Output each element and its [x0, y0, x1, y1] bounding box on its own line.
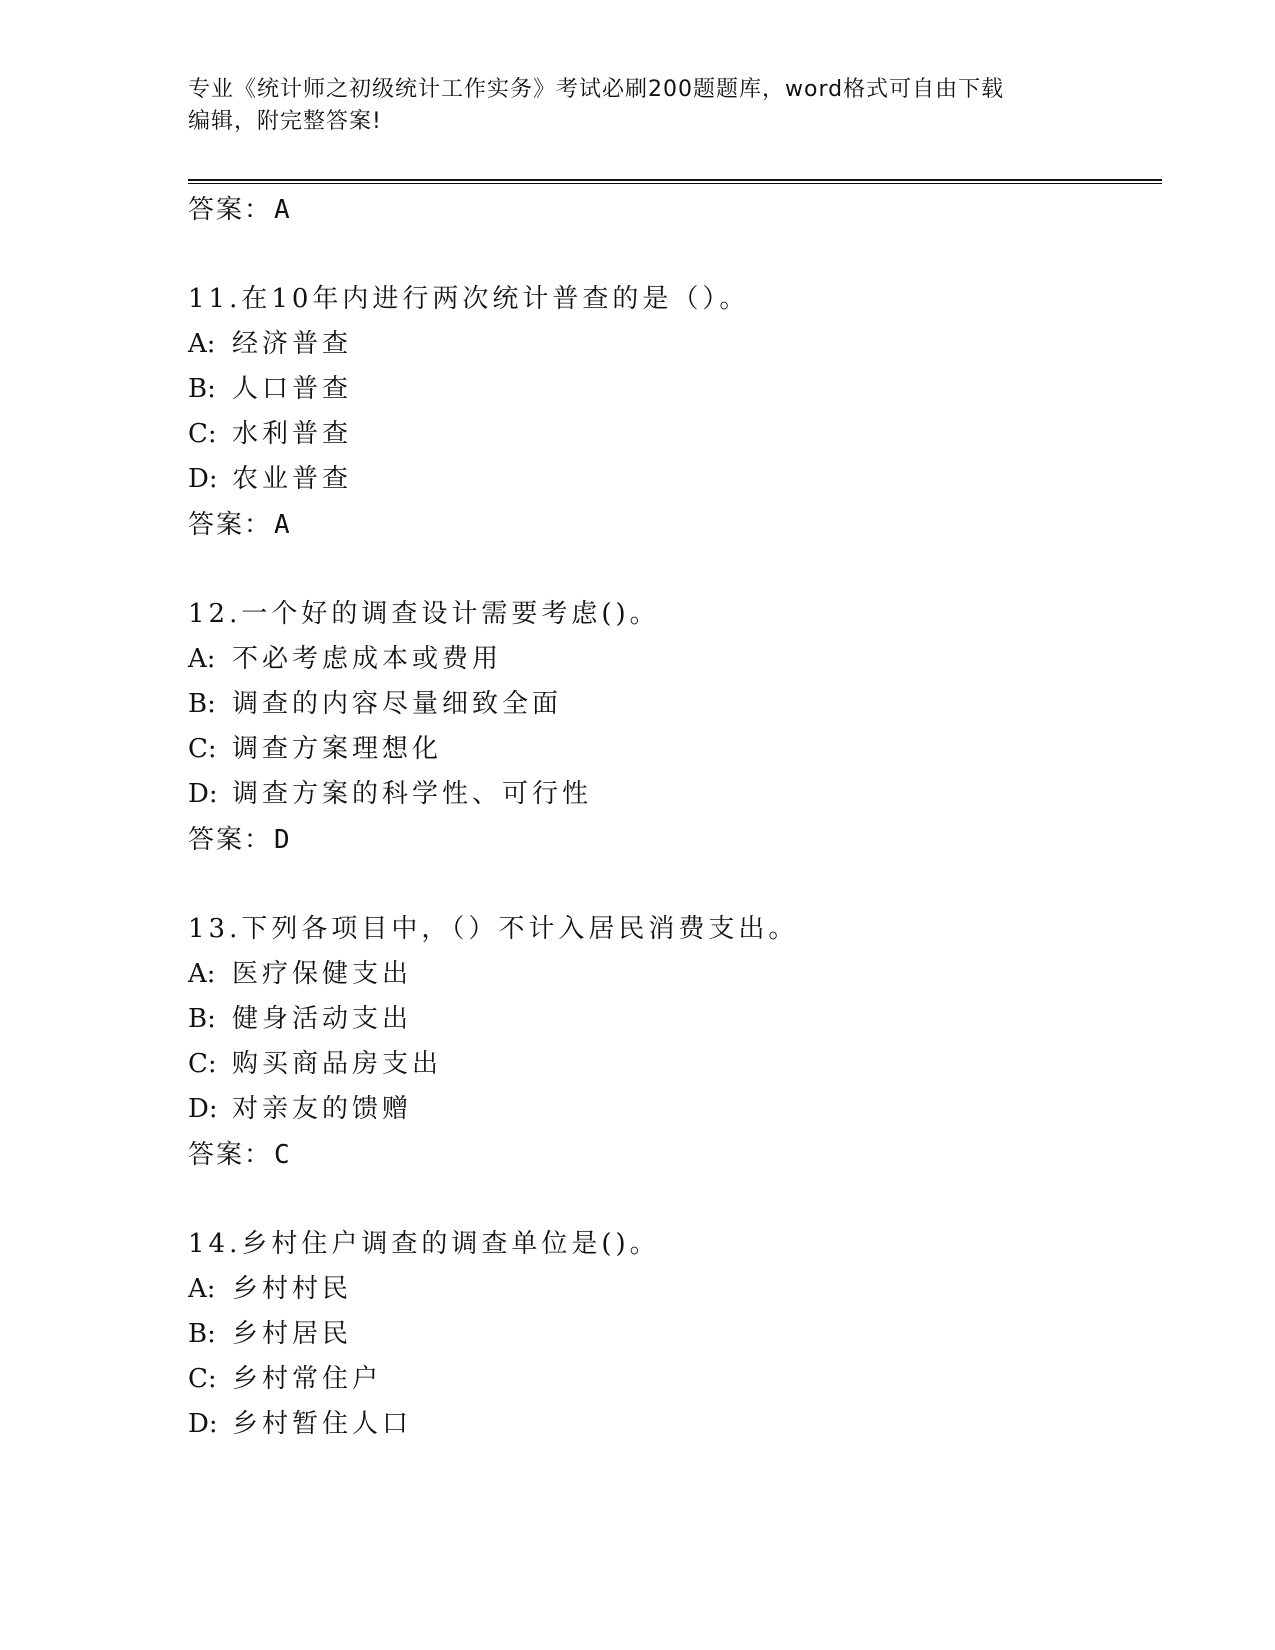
question-14-option-b [188, 1318, 352, 1350]
option-text: 乡村暂住人口 [232, 1409, 413, 1439]
option-text: 医疗保健支出 [232, 959, 413, 989]
option-text: 调查方案的科学性、可行性 [232, 779, 593, 809]
answer-label: 答案： [188, 510, 273, 540]
option-letter: B: [188, 689, 216, 719]
answer-value: A [274, 195, 292, 225]
header-line-2: 编辑，附完整答案! [188, 109, 382, 134]
question-12-option-d [188, 778, 592, 810]
answer-value: C [274, 1140, 292, 1170]
option-letter: B: [188, 1319, 216, 1349]
header-divider-thin [188, 183, 1162, 184]
option-text: 乡村常住户 [232, 1364, 383, 1394]
question-12-option-b [188, 688, 562, 720]
question-14-option-a [188, 1273, 352, 1305]
option-letter: C: [188, 1364, 217, 1394]
option-letter: B: [188, 1004, 216, 1034]
option-text: 水利普查 [232, 419, 353, 449]
option-letter: C: [188, 419, 217, 449]
question-14-option-c [188, 1363, 382, 1395]
option-text: 调查的内容尽量细致全面 [232, 689, 563, 719]
option-letter: A: [188, 644, 216, 674]
question-13-option-c [188, 1048, 442, 1080]
question-11-option-c [188, 418, 352, 450]
option-text: 乡村村民 [232, 1274, 353, 1304]
question-12: 12.一个好的调查设计需要考虑()。 [188, 599, 660, 629]
header-divider [188, 179, 1162, 181]
option-text: 不必考虑成本或费用 [232, 644, 503, 674]
option-letter: C: [188, 1049, 217, 1079]
question-13-option-a [188, 958, 412, 990]
answer-q12 [188, 824, 292, 856]
question-11-option-a [188, 328, 352, 360]
answer-q13 [188, 1139, 292, 1171]
answer-value: A [274, 510, 292, 540]
option-letter: A: [188, 329, 216, 359]
header-line-1: 专业《统计师之初级统计工作实务》考试必刷200题题库，word格式可自由下载 [188, 77, 1005, 102]
option-text: 调查方案理想化 [232, 734, 443, 764]
answer-label: 答案： [188, 825, 273, 855]
question-13: 13.下列各项目中，（）不计入居民消费支出。 [188, 914, 799, 944]
question-12-option-c [188, 733, 442, 765]
answer-label: 答案： [188, 1140, 273, 1170]
document-header [188, 74, 1088, 138]
answer-q11 [188, 509, 292, 541]
question-12-option-a [188, 643, 502, 675]
answer-label: 答案： [188, 195, 273, 225]
option-letter: C: [188, 734, 217, 764]
option-text: 经济普查 [232, 329, 353, 359]
option-text: 乡村居民 [232, 1319, 353, 1349]
option-text: 农业普查 [232, 464, 353, 494]
option-letter: D: [188, 779, 218, 809]
option-letter: A: [188, 1274, 216, 1304]
option-letter: D: [188, 1094, 218, 1124]
option-letter: B: [188, 374, 216, 404]
question-11-option-b [188, 373, 352, 405]
question-11-option-d [188, 463, 352, 495]
option-text: 购买商品房支出 [232, 1049, 443, 1079]
answer-value: D [274, 825, 292, 855]
question-14: 14.乡村住户调查的调查单位是()。 [188, 1229, 660, 1259]
question-14-option-d [188, 1408, 412, 1440]
option-text: 健身活动支出 [232, 1004, 413, 1034]
option-letter: D: [188, 464, 218, 494]
option-text: 对亲友的馈赠 [232, 1094, 413, 1124]
answer-q10 [188, 194, 292, 226]
option-letter: A: [188, 959, 216, 989]
option-letter: D: [188, 1409, 218, 1439]
option-text: 人口普查 [232, 374, 353, 404]
question-13-option-b [188, 1003, 412, 1035]
question-13-option-d [188, 1093, 412, 1125]
question-11: 11.在10年内进行两次统计普查的是（）。 [188, 284, 750, 314]
